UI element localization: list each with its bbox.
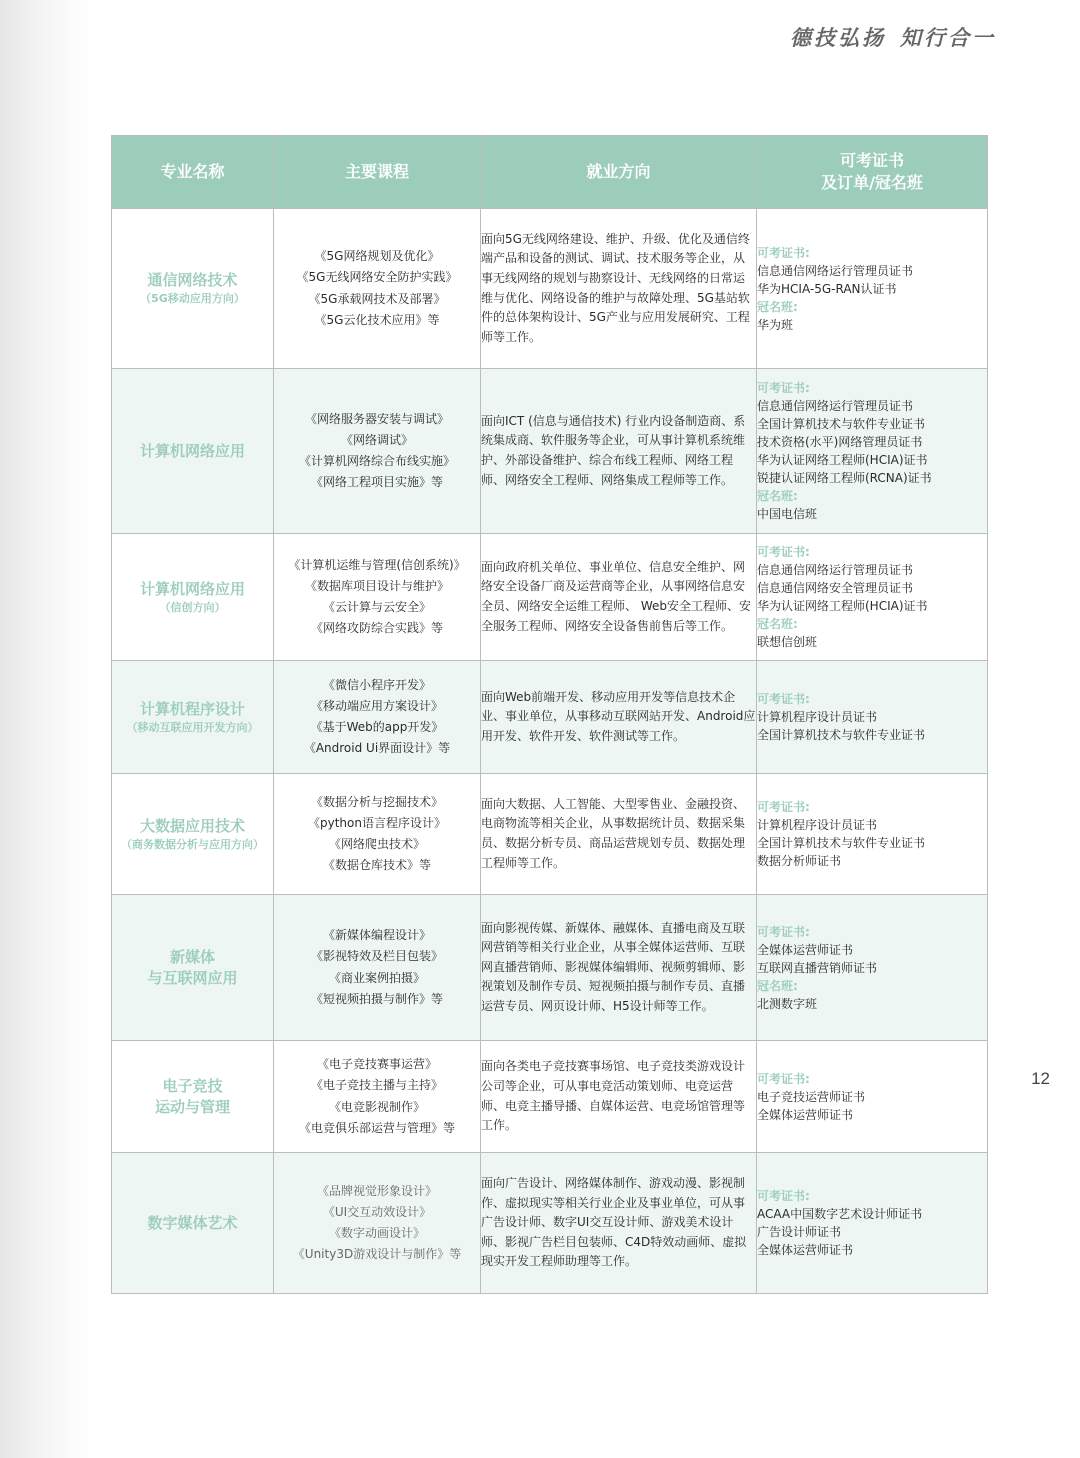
class-label: 冠名班: (757, 978, 798, 993)
cert-item: 全媒体运营师证书 (757, 942, 854, 957)
certs-cell (757, 774, 988, 895)
header-jobs: 就业方向 (481, 136, 757, 209)
cert-item: 信息通信网络安全管理员证书 (757, 581, 914, 595)
course-item: 《电竞影视制作》 (328, 1099, 425, 1114)
table-row (112, 661, 988, 774)
table-header-row (112, 136, 988, 209)
header-courses: 主要课程 (274, 136, 481, 209)
course-item: 《5G网络规划及优化》 (314, 249, 440, 264)
course-item: 《短视频拍摄与制作》等 (310, 991, 443, 1006)
cert-item: 华为HCIA-5G-RAN认证书 (757, 281, 897, 296)
jobs-cell: 面向各类电子竞技赛事场馆、电子竞技类游戏设计公司等企业，可从事电竞活动策划师、电竞运营师、电竞主播导播、自媒体运营、电竞场馆管理等工作。 (481, 1041, 757, 1153)
table-row (112, 774, 988, 895)
cert-item: 全媒体运营师证书 (757, 1243, 854, 1257)
cert-label: 可考证书: (757, 924, 810, 939)
course-item: 《计算机网络综合布线实施》 (298, 454, 455, 468)
cert-label: 可考证书: (757, 1189, 810, 1203)
class-item: 联想信创班 (757, 635, 818, 649)
jobs-cell: 面向5G无线网络建设、维护、升级、优化及通信终端产品和设备的测试、调试、技术服务等企业，从事无线网络的规划与勘察设计、无线网络的日常运维与优化、网络设备的维护与故障处理、5G基站软件的总体架构设计、5G产业与应用发展研究、工程师等工作。 (481, 209, 757, 369)
course-item: 《品牌视觉形象设计》 (316, 1183, 437, 1198)
class-item: 北测数字班 (757, 996, 818, 1011)
course-item: 《电竞俱乐部运营与管理》等 (298, 1120, 455, 1135)
courses-cell (274, 1041, 481, 1153)
major-name: 计算机网络应用 (139, 579, 245, 598)
courses-cell (274, 661, 481, 774)
certs-cell (757, 1041, 988, 1153)
courses-cell (274, 369, 481, 534)
course-item: 《网络爬虫技术》 (328, 837, 425, 851)
major-cell (112, 369, 274, 534)
table-row (112, 1153, 988, 1294)
jobs-cell: 面向Web前端开发、移动应用开发等信息技术企业、事业单位，从事移动互联网站开发、Android应用开发、软件开发、软件测试等工作。 (481, 661, 757, 774)
certs-cell (757, 534, 988, 661)
cert-item: 锐捷认证网络工程师(RCNA)证书 (757, 471, 932, 485)
jobs-cell: 面向影视传媒、新媒体、融媒体、直播电商及互联网营销等相关行业企业，从事全媒体运营师、互联网直播营销师、影视媒体编辑师、视频剪辑师、影视策划及制作专员、短视频拍摄与制作专员、直播运营专员、网页设计师、H5设计师等工作。 (481, 895, 757, 1041)
cert-label: 可考证书: (757, 1071, 810, 1086)
course-item: 《电子竞技赛事运营》 (316, 1057, 437, 1072)
cert-label: 可考证书: (757, 381, 810, 395)
header-certs: 可考证书 及订单/冠名班 (757, 136, 988, 209)
major-name: 计算机程序设计 (139, 699, 245, 718)
courses-cell (274, 534, 481, 661)
cert-item: 全媒体运营师证书 (757, 1107, 854, 1122)
cert-label: 可考证书: (757, 245, 810, 260)
course-item: 《基于Web的app开发》 (310, 720, 444, 734)
table-row (112, 369, 988, 534)
course-item: 《5G无线网络安全防护实践》 (296, 270, 458, 285)
cert-item: 信息通信网络运行管理员证书 (757, 563, 914, 577)
class-label: 冠名班: (757, 489, 798, 503)
course-item: 《Unity3D游戏设计与制作》等 (292, 1247, 462, 1262)
class-label: 冠名班: (757, 299, 798, 314)
class-item: 中国电信班 (757, 507, 818, 521)
major-cell (112, 1041, 274, 1153)
major-name: 电子竞技 (162, 1076, 223, 1095)
major-cell (112, 1153, 274, 1294)
cert-item: 全国计算机技术与软件专业证书 (757, 417, 926, 431)
cert-item: 计算机程序设计员证书 (757, 818, 878, 832)
table-row (112, 1041, 988, 1153)
cert-item: 信息通信网络运行管理员证书 (757, 399, 914, 413)
cert-item: 全国计算机技术与软件专业证书 (757, 728, 926, 742)
course-item: 《数字动画设计》 (328, 1226, 425, 1240)
course-item: 《网络调试》 (340, 432, 413, 447)
cert-item: 计算机程序设计员证书 (757, 710, 878, 724)
school-motto (790, 22, 996, 52)
cert-item: 技术资格(水平)网络管理员证书 (757, 435, 923, 449)
course-item: 《网络攻防综合实践》等 (310, 621, 443, 636)
course-item: 《云计算与云安全》 (322, 600, 431, 614)
major-name-line2: 运动与管理 (154, 1097, 230, 1116)
major-name: 新媒体 (169, 947, 215, 966)
course-item: 《影视特效及栏目包装》 (310, 949, 443, 964)
course-item: 《网络工程项目实施》等 (310, 475, 443, 490)
course-item: 《计算机运维与管理(信创系统)》 (288, 557, 466, 572)
course-item: 《数据库项目设计与维护》 (304, 578, 449, 593)
jobs-cell: 面向广告设计、网络媒体制作、游戏动漫、影视制作、虚拟现实等相关行业企业及事业单位，可从事广告设计师、数字UI交互设计师、游戏美术设计师、影视广告栏目包装师、C4D特效动画师、虚拟现实开发工程师助理等工作。 (481, 1153, 757, 1294)
cert-item: 互联网直播营销师证书 (757, 960, 878, 975)
major-cell (112, 661, 274, 774)
major-cell (112, 774, 274, 895)
major-cell (112, 895, 274, 1041)
course-item: 《移动端应用方案设计》 (310, 698, 443, 713)
major-cell (112, 209, 274, 369)
course-item: 《Android Ui界面设计》等 (303, 741, 451, 756)
courses-cell (274, 774, 481, 895)
majors-table (111, 135, 988, 1294)
courses-cell (274, 895, 481, 1041)
cert-item: 信息通信网络运行管理员证书 (757, 263, 914, 278)
major-direction: （商务数据分析与应用方向） (121, 837, 264, 851)
jobs-cell: 面向大数据、人工智能、大型零售业、金融投资、电商物流等相关企业，从事数据统计员、数据采集员、数据分析专员、商品运营规划专员、数据处理工程师等工作。 (481, 774, 757, 895)
course-item: 《5G承载网技术及部署》 (308, 291, 446, 306)
certs-cell (757, 895, 988, 1041)
major-direction: （信创方向） (159, 600, 226, 614)
certs-cell (757, 661, 988, 774)
major-name: 通信网络技术 (147, 271, 238, 289)
header-major: 专业名称 (112, 136, 274, 209)
course-item: 《数据分析与挖掘技术》 (310, 794, 443, 809)
course-item: 《微信小程序开发》 (322, 677, 431, 692)
cert-item: 全国计算机技术与软件专业证书 (757, 836, 926, 850)
course-item: 《5G云化技术应用》等 (314, 312, 440, 327)
major-name: 大数据应用技术 (139, 816, 245, 835)
course-item: 《python语言程序设计》 (308, 815, 446, 830)
cert-label: 可考证书: (757, 800, 810, 814)
table-row (112, 209, 988, 369)
major-name: 计算机网络应用 (139, 441, 245, 460)
course-item: 《新媒体编程设计》 (322, 928, 431, 943)
course-item: 《网络服务器安装与调试》 (304, 411, 449, 426)
courses-cell (274, 209, 481, 369)
courses-cell (274, 1153, 481, 1294)
cert-item: 华为认证网络工程师(HCIA)证书 (757, 599, 928, 613)
course-item: 《电子竞技主播与主持》 (310, 1078, 443, 1093)
table-row (112, 895, 988, 1041)
major-name-line2: 与互联网应用 (147, 968, 238, 987)
jobs-cell: 面向政府机关单位、事业单位、信息安全维护、网络安全设备厂商及运营商等企业，从事网络信息安全员、网络安全运维工程师、 Web安全工程师、安全服务工程师、网络安全设备售前售后等工作。 (481, 534, 757, 661)
major-name: 数字媒体艺术 (147, 1213, 238, 1232)
certs-cell (757, 1153, 988, 1294)
cert-item: ACAA中国数字艺术设计师证书 (757, 1207, 923, 1221)
cert-item: 华为认证网络工程师(HCIA)证书 (757, 453, 928, 467)
certs-cell (757, 369, 988, 534)
course-item: 《UI交互动效设计》 (322, 1204, 432, 1219)
course-item: 《商业案例拍摄》 (328, 970, 425, 985)
cert-label: 可考证书: (757, 545, 810, 559)
motto-part-1: 德技弘扬 (790, 25, 886, 50)
table-row (112, 534, 988, 661)
class-label: 冠名班: (757, 617, 798, 631)
cert-item: 电子竞技运营师证书 (757, 1089, 866, 1104)
major-cell (112, 534, 274, 661)
jobs-cell: 面向ICT (信息与通信技术) 行业内设备制造商、系统集成商、软件服务等企业，可从事计算机系统维护、外部设备维护、综合布线工程师、网络工程师、网络安全工程师、网络集成工程师等工作。 (481, 369, 757, 534)
cert-label: 可考证书: (757, 692, 810, 706)
class-item: 华为班 (757, 317, 794, 332)
motto-part-2: 知行合一 (900, 25, 996, 50)
major-direction: （移动互联应用开发方向） (126, 720, 259, 734)
cert-item: 数据分析师证书 (757, 854, 842, 868)
course-item: 《数据仓库技术》等 (322, 858, 431, 873)
cert-item: 广告设计师证书 (757, 1225, 842, 1239)
certs-cell (757, 209, 988, 369)
page-number: 12 (1031, 1069, 1050, 1088)
major-direction: （5G移动应用方向） (140, 292, 245, 305)
